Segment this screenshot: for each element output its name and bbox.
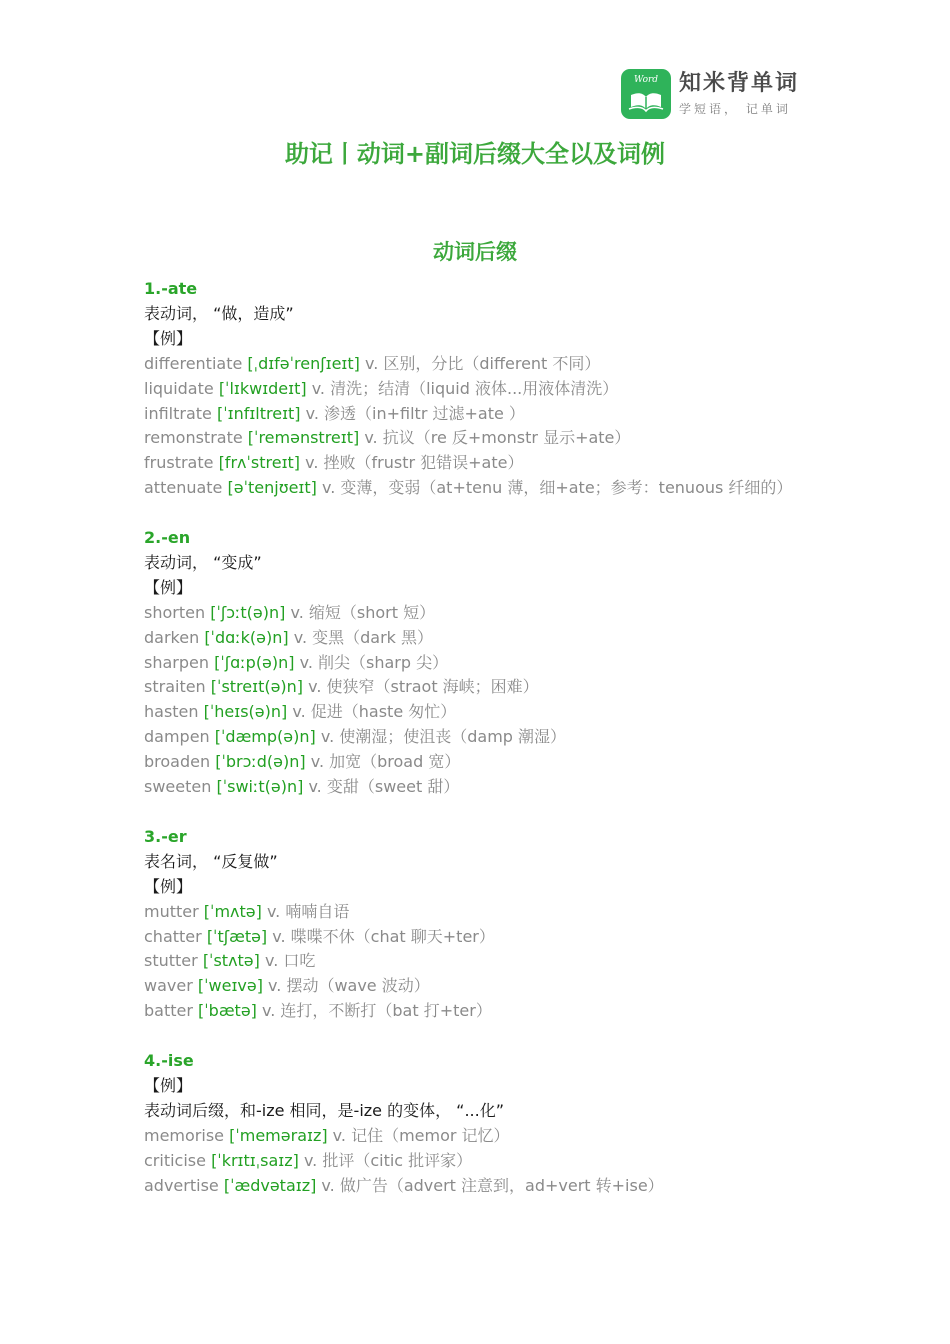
word-entry bbox=[144, 725, 794, 750]
entry-phonetic: [ˈkrɪtɪˌsaɪz] bbox=[211, 1150, 299, 1170]
entry-word: dampen bbox=[144, 727, 210, 747]
suffix-description: 表动词， “做，造成” bbox=[144, 303, 294, 323]
entry-word: shorten bbox=[144, 602, 206, 622]
entry-phonetic: [ˈdæmp(ə)n] bbox=[214, 727, 316, 747]
word-entry bbox=[144, 402, 794, 427]
entry-word: infiltrate bbox=[144, 403, 212, 423]
entry-gloss: v. 变黑（dark 黑） bbox=[293, 627, 434, 647]
entry-phonetic: [ˈtʃætə] bbox=[206, 926, 268, 946]
entry-phonetic: [ˈʃɑːp(ə)n] bbox=[214, 652, 295, 672]
suffix-block bbox=[144, 1049, 794, 1198]
app-name: 知米背单词 bbox=[679, 70, 800, 96]
entry-gloss: v. 渗透（in+filtr 过滤+ate ） bbox=[305, 403, 525, 423]
app-slogan: 学短语， 记单词 bbox=[679, 101, 791, 116]
entry-gloss: v. 使潮湿；使沮丧（damp 潮湿） bbox=[320, 727, 567, 747]
example-label: 【例】 bbox=[144, 577, 193, 597]
entry-word: chatter bbox=[144, 926, 202, 946]
suffix-heading: 4.-ise bbox=[144, 1051, 194, 1071]
suffix-block bbox=[144, 526, 794, 800]
entry-phonetic: [ˈremənstreɪt] bbox=[247, 428, 360, 448]
entry-gloss: v. 缩短（short 短） bbox=[290, 602, 436, 622]
entry-phonetic: [ˈɪnfɪltreɪt] bbox=[216, 403, 301, 423]
entry-word: liquidate bbox=[144, 378, 214, 398]
entry-word: advertise bbox=[144, 1175, 219, 1195]
entry-gloss: v. 喃喃自语 bbox=[266, 901, 350, 921]
suffix-block bbox=[144, 825, 794, 1024]
suffix-heading: 2.-en bbox=[144, 528, 191, 548]
word-entry bbox=[144, 651, 794, 676]
entry-phonetic: [ˈstreɪt(ə)n] bbox=[210, 677, 304, 697]
entry-word: sharpen bbox=[144, 652, 209, 672]
entry-gloss: v. 记住（memor 记忆） bbox=[332, 1125, 510, 1145]
word-entry bbox=[144, 601, 794, 626]
entry-phonetic: [frʌˈstreɪt] bbox=[218, 453, 301, 473]
entry-gloss: v. 批评（citic 批评家） bbox=[303, 1150, 473, 1170]
word-entry bbox=[144, 377, 794, 402]
entry-phonetic: [ˈædvətaɪz] bbox=[223, 1175, 317, 1195]
section-title: 动词后缀 bbox=[433, 240, 517, 264]
entry-word: stutter bbox=[144, 951, 198, 971]
word-entry bbox=[144, 476, 794, 501]
word-entry bbox=[144, 1124, 794, 1149]
entry-phonetic: [ˈbætə] bbox=[198, 1001, 257, 1021]
entry-word: attenuate bbox=[144, 478, 223, 498]
entry-phonetic: [ˈswiːt(ə)n] bbox=[216, 777, 304, 797]
word-entry bbox=[144, 1149, 794, 1174]
example-label: 【例】 bbox=[144, 876, 193, 896]
entry-phonetic: [ˈweɪvə] bbox=[197, 976, 263, 996]
entry-word: mutter bbox=[144, 901, 199, 921]
entry-gloss: v. 使狭窄（straot 海峡；困难） bbox=[308, 677, 539, 697]
entry-phonetic: [ˈmʌtə] bbox=[203, 901, 262, 921]
entry-word: batter bbox=[144, 1001, 193, 1021]
entry-word: broaden bbox=[144, 752, 211, 772]
word-entry bbox=[144, 750, 794, 775]
entry-gloss: v. 抗议（re 反+monstr 显示+ate） bbox=[364, 428, 631, 448]
entry-gloss: v. 促进（haste 匆忙） bbox=[292, 702, 457, 722]
entry-phonetic: [ˈmeməraɪz] bbox=[229, 1125, 328, 1145]
entry-phonetic: [ˈʃɔːt(ə)n] bbox=[210, 602, 286, 622]
entry-word: darken bbox=[144, 627, 200, 647]
entry-phonetic: [ˈlɪkwɪdeɪt] bbox=[218, 378, 307, 398]
example-label: 【例】 bbox=[144, 1075, 193, 1095]
entry-phonetic: [əˈtenjʊeɪt] bbox=[227, 478, 317, 498]
word-entry bbox=[144, 974, 794, 999]
entry-phonetic: [ˈstʌtə] bbox=[202, 951, 260, 971]
word-entry bbox=[144, 700, 794, 725]
entry-phonetic: [ˈheɪs(ə)n] bbox=[203, 702, 288, 722]
entry-word: hasten bbox=[144, 702, 199, 722]
word-entry bbox=[144, 925, 794, 950]
word-entry bbox=[144, 451, 794, 476]
word-entry bbox=[144, 775, 794, 800]
suffix-block bbox=[144, 277, 794, 501]
word-entry bbox=[144, 999, 794, 1024]
entry-gloss: v. 口吃 bbox=[264, 951, 316, 971]
entry-word: straiten bbox=[144, 677, 206, 697]
suffix-description: 表动词， “变成” bbox=[144, 552, 262, 572]
entry-word: memorise bbox=[144, 1125, 225, 1145]
entry-word: criticise bbox=[144, 1150, 206, 1170]
entry-gloss: v. 做广告（advert 注意到，ad+vert 转+ise） bbox=[321, 1175, 664, 1195]
suffix-description: 表动词后缀，和-ize 相同，是-ize 的变体， “...化” bbox=[144, 1100, 505, 1120]
entry-gloss: v. 挫败（frustr 犯错误+ate） bbox=[305, 453, 524, 473]
entry-word: frustrate bbox=[144, 453, 214, 473]
suffix-description: 表名词， “反复做” bbox=[144, 851, 278, 871]
word-entry bbox=[144, 426, 794, 451]
entry-gloss: v. 连打，不断打（bat 打+ter） bbox=[262, 1001, 492, 1021]
entry-gloss: v. 变薄，变弱（at+tenu 薄，细+ate；参考：tenuous 纤细的） bbox=[321, 478, 793, 498]
suffix-heading: 1.-ate bbox=[144, 279, 198, 298]
entry-gloss: v. 加宽（broad 宽） bbox=[310, 752, 461, 772]
word-entry bbox=[144, 675, 794, 700]
entry-word: differentiate bbox=[144, 353, 243, 373]
entry-phonetic: [ˈdɑːk(ə)n] bbox=[204, 627, 289, 647]
suffix-heading: 3.-er bbox=[144, 826, 187, 846]
entry-gloss: v. 清洗；结清（liquid 液体...用液体清洗） bbox=[311, 378, 619, 398]
entry-gloss: v. 变甜（sweet 甜） bbox=[308, 777, 460, 797]
word-entry bbox=[144, 900, 794, 925]
entry-gloss: v. 摆动（wave 波动） bbox=[268, 976, 430, 996]
entry-word: sweeten bbox=[144, 777, 212, 797]
entry-phonetic: [ˈbrɔːd(ə)n] bbox=[215, 752, 306, 772]
document-title: 助记丨动词+副词后缀大全以及词例 bbox=[284, 140, 666, 168]
entry-word: waver bbox=[144, 976, 193, 996]
suffix-list bbox=[144, 277, 794, 1223]
entry-phonetic: [ˌdɪfəˈrenʃɪeɪt] bbox=[247, 353, 360, 373]
word-entry bbox=[144, 1174, 794, 1199]
word-entry bbox=[144, 626, 794, 651]
logo-icon-word: Word bbox=[633, 75, 659, 85]
entry-gloss: v. 区别，分比（different 不同） bbox=[364, 353, 601, 373]
example-label: 【例】 bbox=[144, 328, 193, 348]
entry-word: remonstrate bbox=[144, 428, 243, 448]
book-icon bbox=[621, 69, 671, 119]
entry-gloss: v. 削尖（sharp 尖） bbox=[299, 652, 449, 672]
entry-gloss: v. 喋喋不休（chat 聊天+ter） bbox=[272, 926, 495, 946]
brand-logo bbox=[621, 69, 799, 119]
word-entry bbox=[144, 352, 794, 377]
word-entry bbox=[144, 949, 794, 974]
